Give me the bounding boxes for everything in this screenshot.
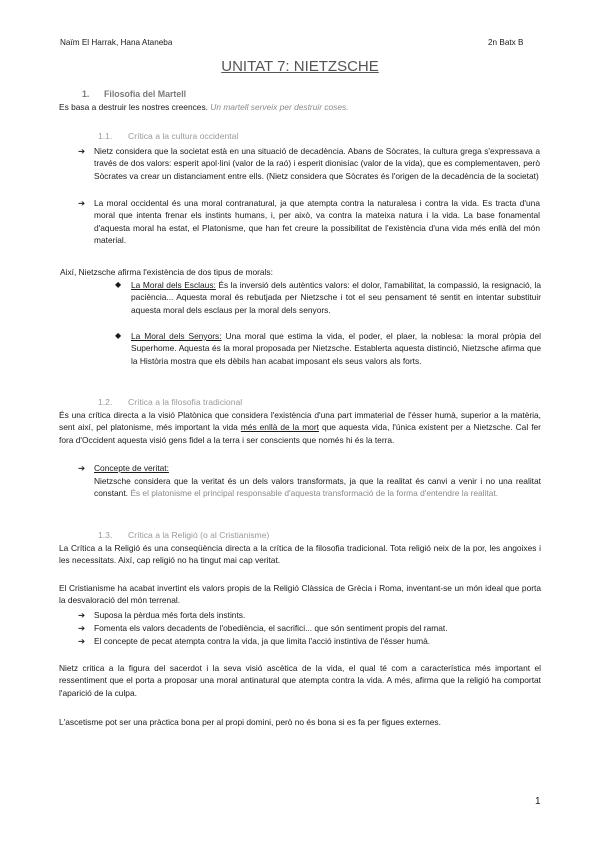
moral-term: La Moral dels Esclaus: [131, 280, 216, 290]
moral-text: Una moral que estima la vida, el poder, el plaer, la noblesa: la moral pròpia del Superhome. Aquesta és la moral proposada per Nietzsche. Establerta aquesta distinció, Nietzsche afirma que la Història mostra que els dèbils han acabat imposant els seus valors als forts. [131, 331, 541, 366]
section-heading: Filosofia del Martell [104, 89, 187, 99]
section-number: 1. [82, 89, 90, 99]
arrow-bullet-icon: ➔ [78, 198, 86, 208]
arrow-bullet-icon: ➔ [78, 636, 86, 646]
paragraph: El Cristianisme ha acabat invertint els valors propis de la Religió Clàssica de Grècia i Roma, inventant-se un món ideal que porta la desvaloració del món terrenal. [59, 583, 541, 606]
list-item [78, 462, 540, 474]
list-item-text: El concepte de pecat atempta contra la vida, ja que limita l'acció instintiva de l'ésser humà. [94, 636, 431, 646]
header-class: 2n Batx B [488, 38, 524, 47]
arrow-bullet-icon: ➔ [78, 623, 86, 633]
arrow-bullet-icon: ➔ [78, 610, 86, 620]
list-item-text: Suposa la pèrdua més forta dels instints. [94, 610, 246, 620]
intro-quote: Un martell serveix per destruir coses. [210, 102, 349, 112]
section-intro [59, 101, 539, 113]
paragraph [59, 409, 541, 446]
concept-grey-text: És el platonisme el principal responsable d'aquesta transformació de la forma d'entendre la realitat. [128, 488, 499, 499]
list-item [78, 635, 540, 647]
subsection-number-1-3: 1.3. [98, 530, 113, 540]
paragraph: L'ascetisme pot ser una pràctica bona per al propi domini, però no és bona si es fa per figues externes. [59, 717, 441, 727]
header-authors: Naïm El Harrak, Hana Ataneba [60, 38, 173, 47]
subsection-number-1-2: 1.2. [98, 397, 113, 407]
diamond-bullet-icon: ◆ [115, 280, 122, 289]
list-item [78, 622, 540, 634]
page-number: 1 [535, 796, 541, 807]
subsection-heading-1-3: Crítica a la Religió (o al Cristianisme) [128, 530, 270, 540]
paragraph: La Crítica a la Religió és una conseqüència directa a la crítica de la filosofia tradicional. Tota religió neix de la por, les angoixes i les necessitats. Així, cap religió no ha tingut mai cap veritat. [59, 543, 541, 566]
page-title: UNITAT 7: NIETZSCHE [221, 58, 379, 75]
subsection-heading-1-1: Crítica a la cultura occidental [128, 131, 239, 141]
paragraph: Nietz critica a la figura del sacerdot i la seva visió ascètica de la vida, el qual té com a característica més important el ressentiment que el porta a proposar una moral antinatural que atempta contra la vida. A més, afirma que la religió ha comportat l'aparició de la culpa. [59, 663, 541, 698]
list-item-text: La moral occidental és una moral contranatural, ja que atempta contra la naturalesa i contra la vida. Es tracta d'una moral que intenta frenar els instints humans, i, per això, va contra la mateixa natura i la vida. La base fonamental d'aquesta moral ha estat, el Platonisme, que han fet creure la possibilitat de l'existència d'una vida més enllà del món material. [94, 198, 540, 246]
list-item [115, 330, 541, 367]
list-item [78, 197, 540, 247]
list-item [78, 609, 540, 621]
subsection-heading-1-2: Crítica a la filosofia tradicional [128, 397, 243, 407]
list-item [115, 279, 541, 316]
subsection-number-1-1: 1.1. [98, 131, 113, 141]
arrow-bullet-icon: ➔ [78, 463, 86, 473]
concept-paragraph [94, 475, 541, 500]
intro-text: Es basa a destruir les nostres creences. [59, 102, 208, 112]
list-item-text: Nietz considera que la societat està en una situació de decadència. Abans de Sòcrates, la cultura grega s'expressava a través de dos valors: esperit apol·lini (valor de la raó) i esperit dionisíac (valor de la vida), que es complementaven, però Sòcrates va crear un distanciament entre ells. (Nietz considera que Sòcrates és l'origen de la decadència de la societat) [94, 146, 540, 181]
diamond-bullet-icon: ◆ [115, 331, 122, 340]
concept-text: Nietzsche considera que la veritat és un dels valors transformats, ja que la realitat és canvi a venir i no una realitat constant. [94, 476, 541, 499]
paragraph-text: És una crítica directa a la visió Platònica que considera l'existència d'una part immaterial de l'ésser humà, superior a la matèria, sent així, pel platonisme, més important la vida [59, 410, 541, 433]
underlined-phrase: més enllà de la mort [240, 422, 319, 433]
arrow-bullet-icon: ➔ [78, 146, 86, 156]
moral-text: És la inversió dels autèntics valors: el dolor, l'amabilitat, la compassió, la resignació, la paciència... Aquesta moral és rebutjada per Nietzsche i tot el seu pensament té sentit en intentar substituir aquesta moral dels esclaus per la moral dels senyors. [131, 280, 541, 315]
list-item-text: Fomenta els valors decadents de l'obediència, el sacrifici... que són sentiment propis del ramat. [94, 623, 448, 633]
moral-term: La Moral dels Senyors: [131, 331, 222, 341]
paragraph-text: que aquesta vida, l'única existent per a Nietzsche. Cal fer fora d'Occident aquesta visió gens fidel a la terra i ser conscients que només hi és la terra. [59, 422, 541, 445]
list-item [78, 145, 540, 182]
concept-label: Concepte de veritat: [94, 463, 169, 473]
morals-intro: Així, Nietzsche afirma l'existència de dos tipus de morals: [60, 267, 273, 277]
